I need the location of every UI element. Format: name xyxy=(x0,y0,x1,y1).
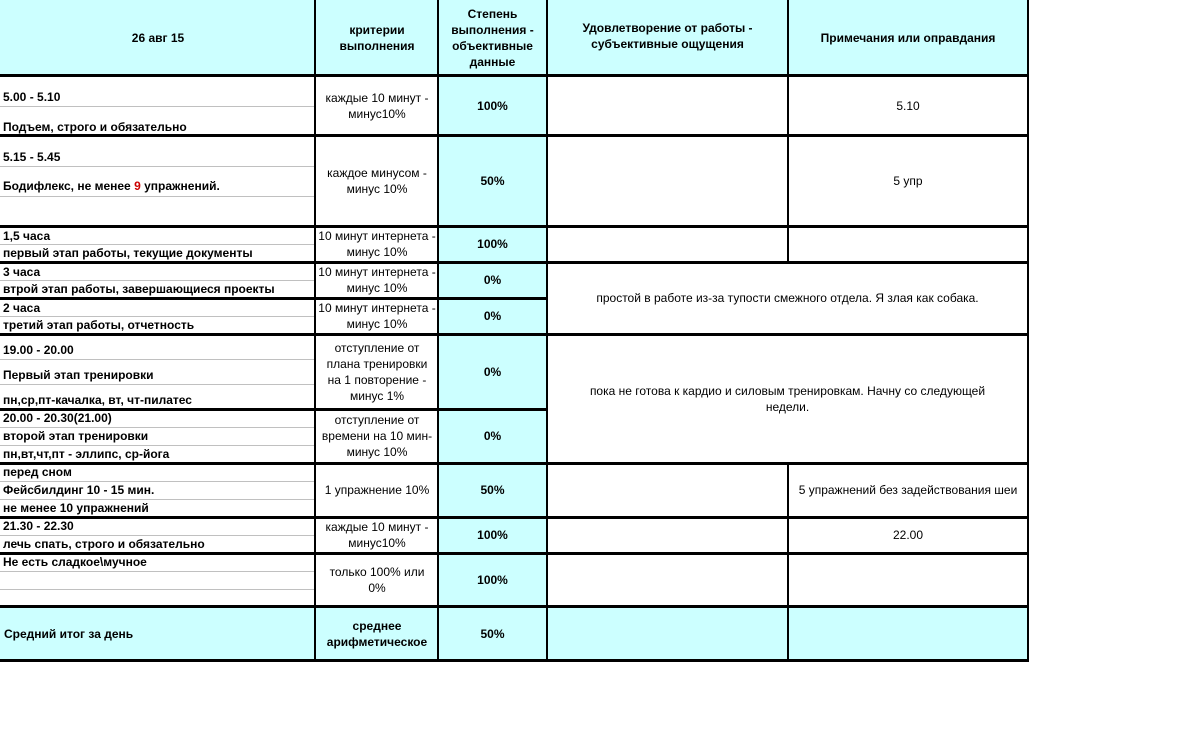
row8-degree[interactable]: 50% xyxy=(480,483,505,497)
summary-satisfaction[interactable] xyxy=(547,606,788,661)
row3-satisfaction[interactable] xyxy=(547,226,788,262)
header-date[interactable]: 26 авг 15 xyxy=(0,0,316,76)
row9-notes[interactable]: 22.00 xyxy=(892,528,924,542)
row3-notes[interactable] xyxy=(788,226,1028,262)
row1-degree[interactable]: 100% xyxy=(477,98,508,113)
row9-criteria[interactable]: каждые 10 минут - минус10% xyxy=(325,520,429,550)
row8-time[interactable]: перед сном xyxy=(3,465,72,479)
row10-satisfaction[interactable] xyxy=(547,553,788,606)
row10-degree[interactable]: 100% xyxy=(477,572,508,587)
row-divider xyxy=(0,134,1029,137)
summary-degree[interactable]: 50% xyxy=(480,626,505,641)
row5-time[interactable]: 2 часа xyxy=(3,301,41,315)
row1-notes[interactable]: 5.10 xyxy=(896,98,920,113)
row4-task[interactable]: втрой этап работы, завершающиеся проекты xyxy=(3,282,275,296)
row8-task[interactable]: Фейсбилдинг 10 - 15 мин. xyxy=(3,483,155,497)
row8-notes[interactable]: 5 упражнений без задействования шеи xyxy=(798,483,1018,497)
row4-time[interactable]: 3 часа xyxy=(3,265,41,279)
row1-task[interactable]: Подъем, строго и обязательно xyxy=(3,120,187,134)
summary-label[interactable]: Средний итог за день xyxy=(4,626,134,641)
col-divider xyxy=(787,0,789,262)
header-criteria[interactable]: критерии выполнения xyxy=(316,0,438,76)
row9-degree[interactable]: 100% xyxy=(477,528,508,542)
row1-criteria[interactable]: каждые 10 минут - минус10% xyxy=(325,90,429,121)
row3-task[interactable]: первый этап работы, текущие документы xyxy=(3,246,253,260)
header-notes[interactable]: Примечания или оправдания xyxy=(788,0,1028,76)
row9-satisfaction[interactable] xyxy=(547,517,788,553)
row5-degree[interactable]: 0% xyxy=(483,309,502,323)
row7-time[interactable]: 20.00 - 20.30(21.00) xyxy=(3,411,112,425)
col-divider xyxy=(787,463,789,661)
training-merged-note[interactable]: пока не готова к кардио и силовым тренировкам. Начну со следующей недели. xyxy=(589,383,986,414)
col-divider xyxy=(437,0,439,661)
row6-criteria[interactable]: отступление от плана тренировки на 1 повторение - минус 1% xyxy=(326,340,428,403)
row7-schedule[interactable]: пн,вт,чт,пт - эллипс, ср-йога xyxy=(3,447,170,461)
col-divider xyxy=(546,0,548,661)
row1-satisfaction[interactable] xyxy=(547,76,788,135)
row9-time[interactable]: 21.30 - 22.30 xyxy=(3,519,74,533)
row10-notes[interactable] xyxy=(788,553,1028,606)
row-divider xyxy=(0,516,1029,519)
row9-task[interactable]: лечь спать, строго и обязательно xyxy=(3,537,205,551)
row5-task[interactable]: третий этап работы, отчетность xyxy=(3,318,195,332)
header-satisfaction[interactable]: Удовлетворение от работы - субъективные ощущения xyxy=(547,0,788,76)
row2-criteria[interactable]: каждое минусом - минус 10% xyxy=(327,165,427,196)
row-divider xyxy=(0,408,548,411)
row-divider xyxy=(0,297,548,300)
row6-task[interactable]: Первый этап тренировки xyxy=(3,368,154,382)
row8-criteria[interactable]: 1 упражнение 10% xyxy=(324,483,430,497)
row-divider xyxy=(0,74,1029,77)
highlighted-count: 9 xyxy=(134,179,141,193)
row-divider xyxy=(0,552,1029,555)
summary-criteria[interactable]: среднее арифметическое xyxy=(326,618,428,649)
row-divider xyxy=(0,462,1029,465)
row3-time[interactable]: 1,5 часа xyxy=(3,229,51,243)
row4-criteria[interactable]: 10 минут интернета - минус 10% xyxy=(318,265,436,295)
row8-detail[interactable]: не менее 10 упражнений xyxy=(3,501,149,515)
row-divider xyxy=(0,333,1029,336)
row8-satisfaction[interactable] xyxy=(547,463,788,517)
header-degree[interactable]: Степень выполнения - объективные данные xyxy=(438,0,547,76)
row-divider xyxy=(0,225,1029,228)
row5-criteria[interactable]: 10 минут интернета - минус 10% xyxy=(318,301,436,331)
row2-satisfaction[interactable] xyxy=(547,135,788,226)
row2-task[interactable]: Бодифлекс, не менее 9 упражнений. xyxy=(3,179,220,193)
row-divider xyxy=(0,659,1029,662)
row7-degree[interactable]: 0% xyxy=(483,429,502,443)
row2-time[interactable]: 5.15 - 5.45 xyxy=(3,150,61,164)
row2-notes[interactable]: 5 упр xyxy=(893,173,923,188)
row6-degree[interactable]: 0% xyxy=(483,364,502,379)
row-divider xyxy=(0,261,1029,264)
row7-criteria[interactable]: отступление от времени на 10 мин- минус 10% xyxy=(321,413,433,459)
row4-degree[interactable]: 0% xyxy=(483,273,502,287)
col-divider xyxy=(314,0,316,661)
work-merged-note[interactable]: простой в работе из-за тупости смежного отдела. Я злая как собака. xyxy=(596,291,979,305)
row7-task[interactable]: второй этап тренировки xyxy=(3,429,149,443)
row3-degree[interactable]: 100% xyxy=(477,237,508,251)
row10-criteria[interactable]: только 100% или 0% xyxy=(329,564,425,595)
row6-schedule[interactable]: пн,ср,пт-качалка, вт, чт-пилатес xyxy=(3,393,192,407)
row-divider xyxy=(0,605,1029,608)
col-divider xyxy=(1027,0,1029,661)
row3-criteria[interactable]: 10 минут интернета - минус 10% xyxy=(318,229,436,259)
row6-time[interactable]: 19.00 - 20.00 xyxy=(3,343,74,357)
summary-notes[interactable] xyxy=(788,606,1028,661)
row2-degree[interactable]: 50% xyxy=(480,173,505,188)
row10-task[interactable]: Не есть сладкое\мучное xyxy=(3,555,147,569)
row1-time[interactable]: 5.00 - 5.10 xyxy=(3,90,61,104)
